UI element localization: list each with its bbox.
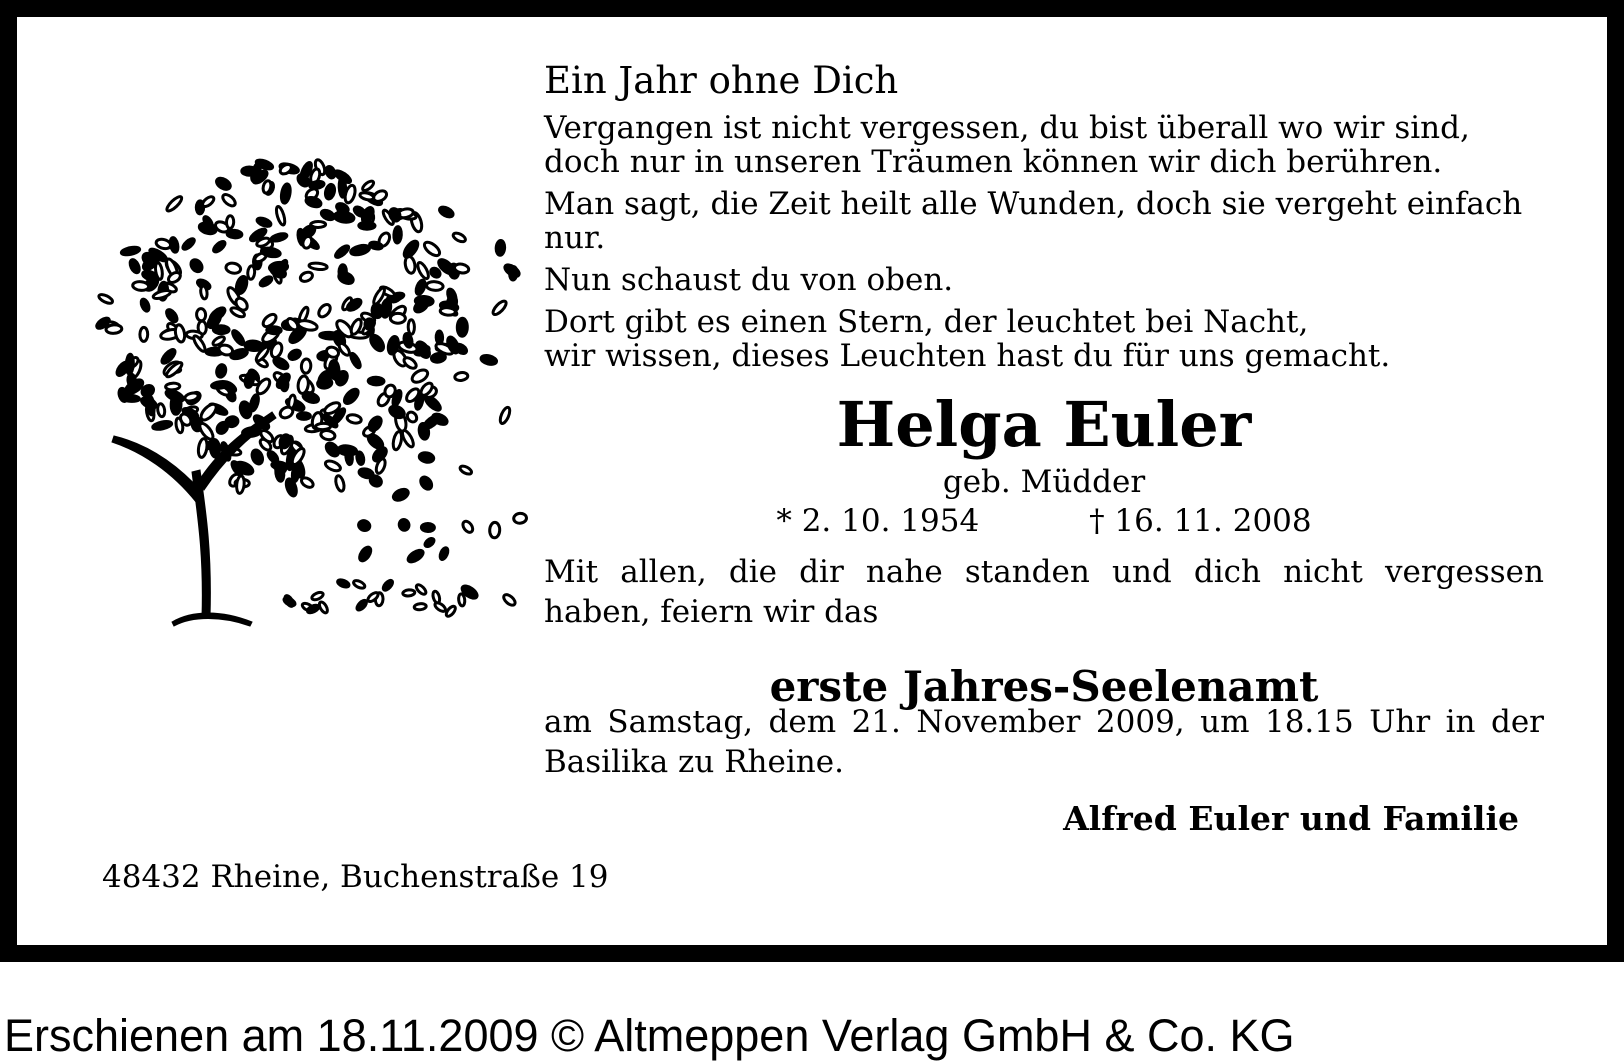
poem-title: Ein Jahr ohne Dich xyxy=(544,59,899,102)
poem-stanza xyxy=(544,305,1534,373)
poem xyxy=(544,59,1534,381)
birth-date: * 2. 10. 1954 xyxy=(776,503,980,539)
address: 48432 Rheine, Buchenstraße 19 xyxy=(102,859,609,895)
poem-stanza xyxy=(544,111,1534,179)
signature: Alfred Euler und Familie xyxy=(1063,799,1519,838)
poem-line: Vergangen ist nicht vergessen, du bist überall wo wir sind, xyxy=(544,110,1470,146)
poem-line: Nun schaust du von oben. xyxy=(544,262,954,298)
deceased-block xyxy=(544,389,1544,541)
windblown-tree-icon xyxy=(92,112,532,657)
poem-stanza xyxy=(544,187,1534,255)
death-date: † 16. 11. 2008 xyxy=(1089,503,1312,539)
publication-footer: Erschienen am 18.11.2009 © Altmeppen Verlag GmbH & Co. KG xyxy=(4,1010,1295,1061)
poem-line: doch nur in unseren Träumen können wir dich berühren. xyxy=(544,144,1443,180)
service-title: erste Jahres-Seelenamt xyxy=(769,662,1319,711)
deceased-name: Helga Euler xyxy=(836,388,1252,461)
poem-line: Dort gibt es einen Stern, der leuchtet bei Nacht, xyxy=(544,304,1309,340)
service-details: am Samstag, dem 21. November 2009, um 18.15 Uhr in der Basilika zu Rheine. xyxy=(544,704,1544,780)
poem-stanza xyxy=(544,263,1534,297)
poem-line: wir wissen, dieses Leuchten hast du für uns gemacht. xyxy=(544,338,1391,374)
invitation-text: Mit allen, die dir nahe standen und dich nicht vergessen haben, feiern wir das xyxy=(544,554,1544,630)
maiden-name: geb. Müdder xyxy=(942,464,1146,500)
poem-line: Man sagt, die Zeit heilt alle Wunden, doch sie vergeht einfach nur. xyxy=(544,186,1523,256)
life-dates xyxy=(544,501,1544,541)
